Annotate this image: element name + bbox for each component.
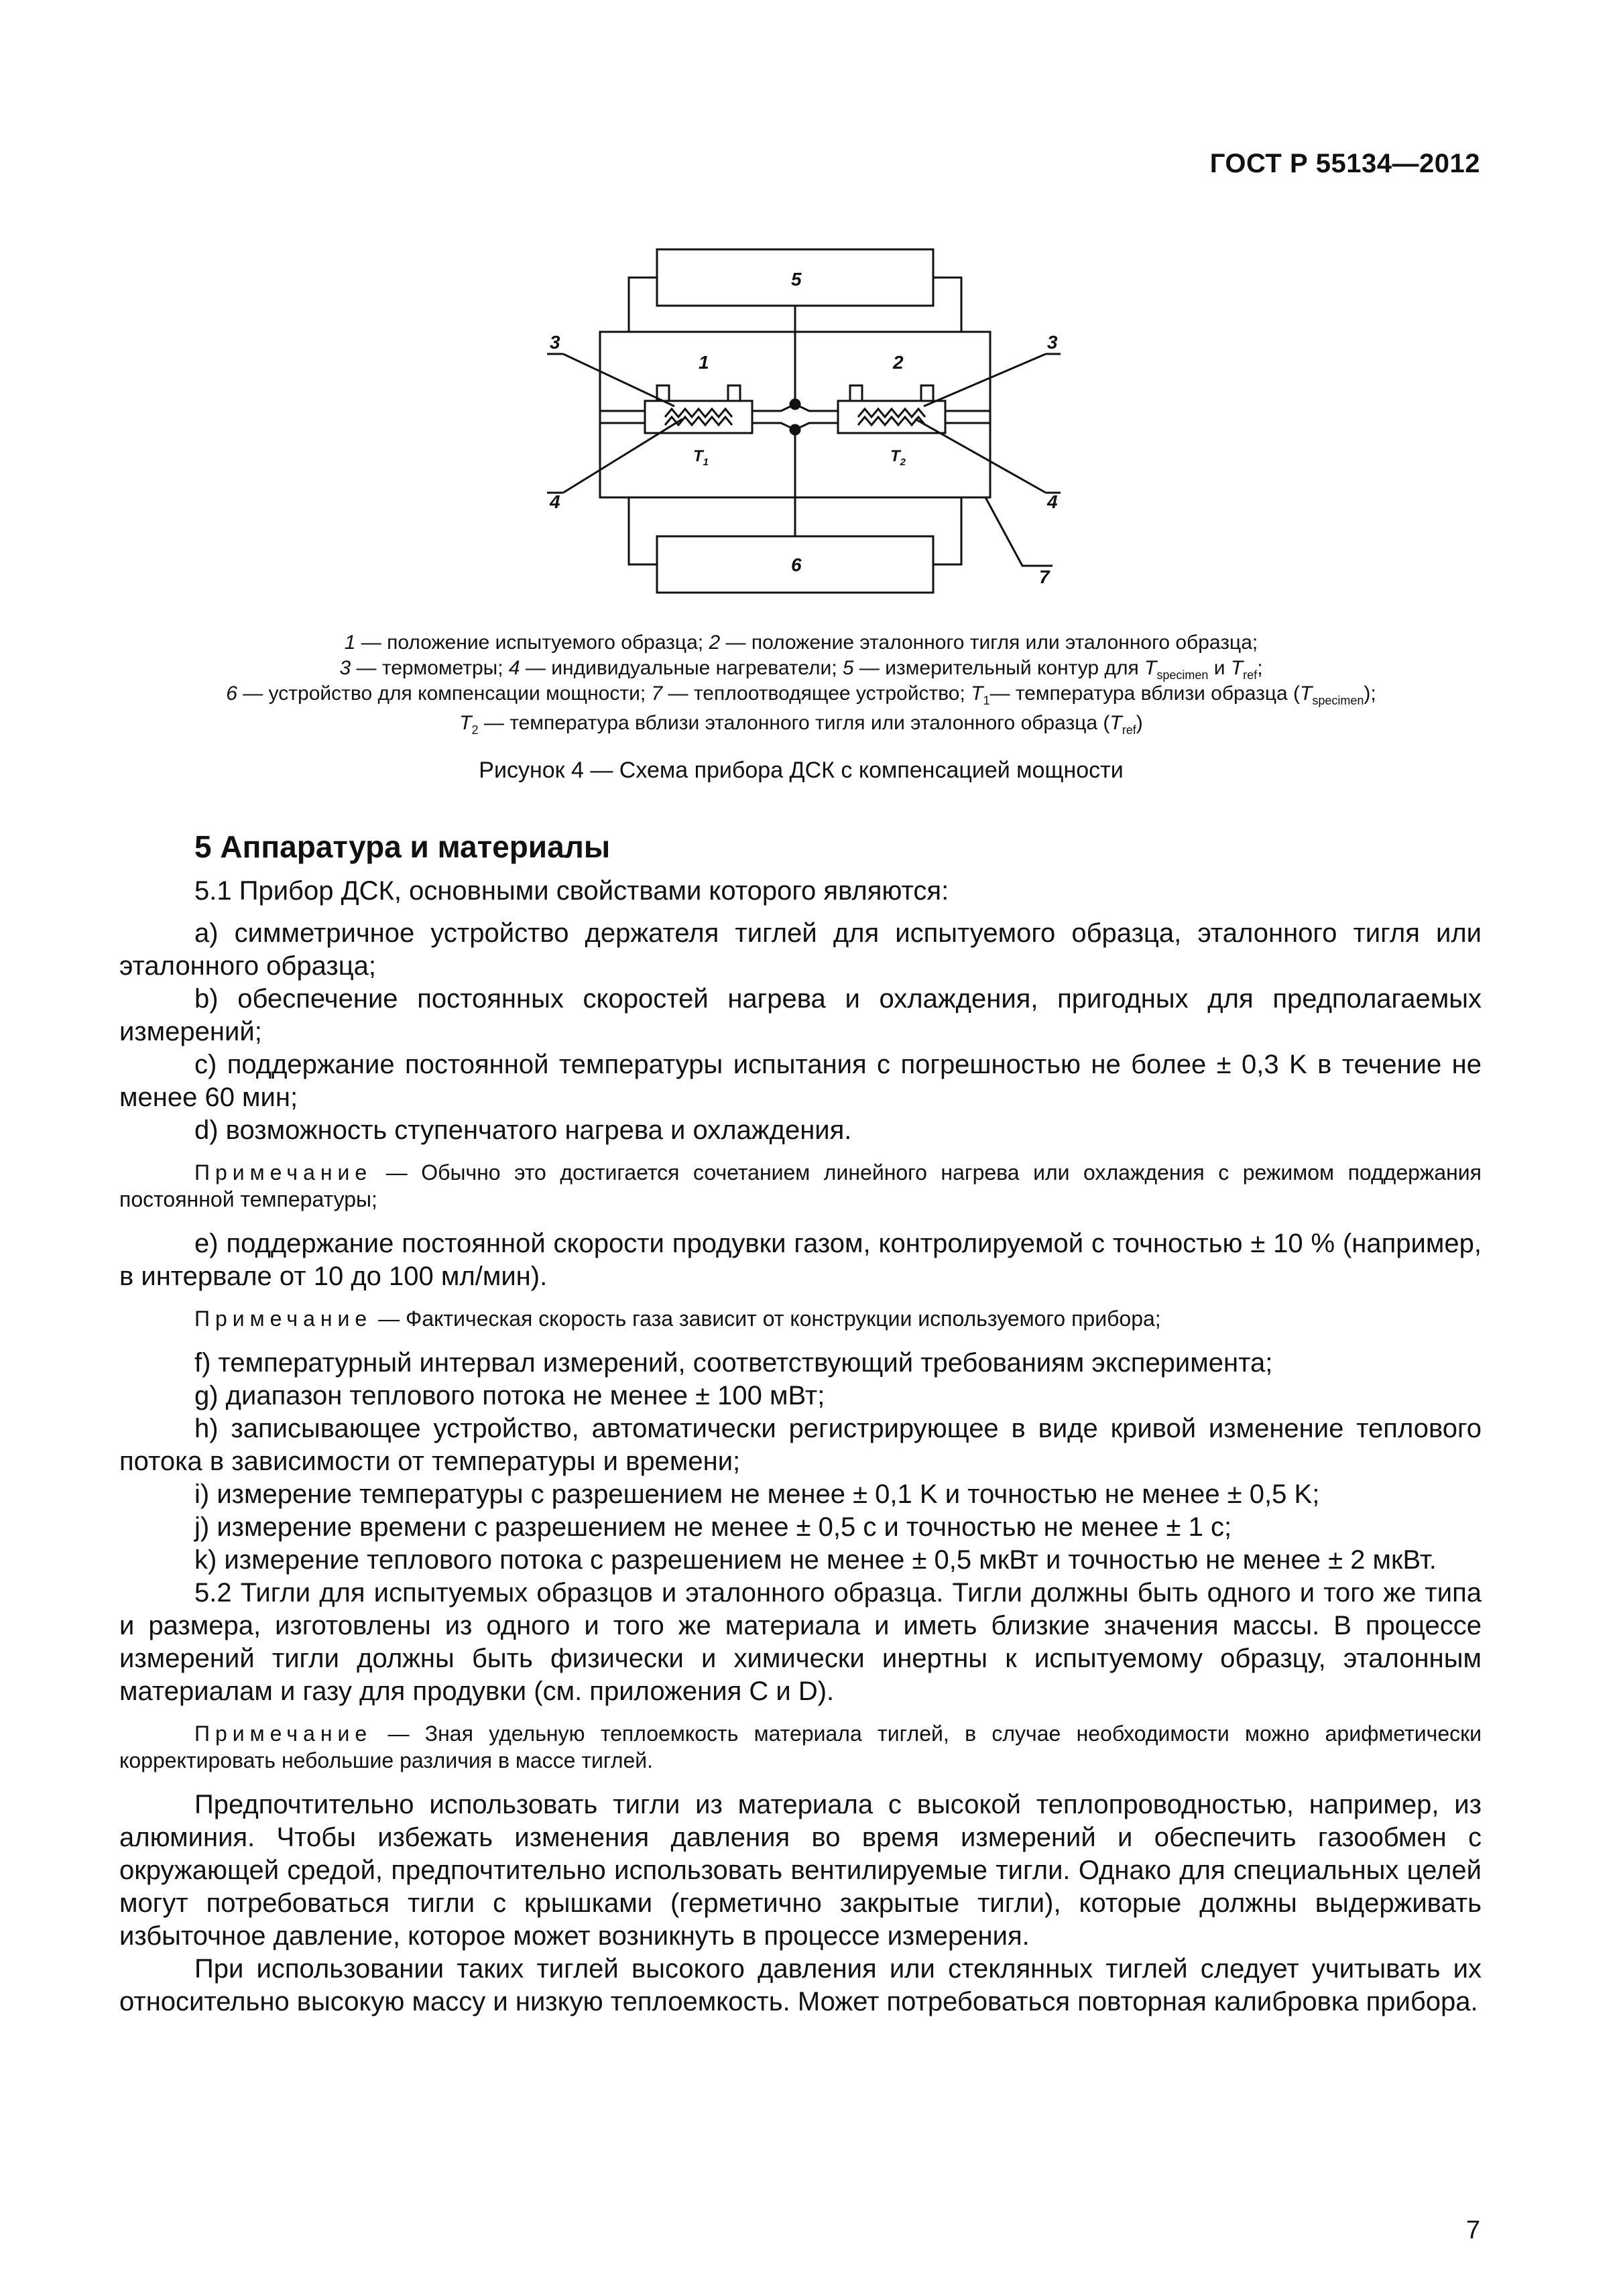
section-body: [119, 875, 1482, 2018]
paragraph-5-2: 5.2 Тигли для испытуемых образцов и эталонного образца. Тигли должны быть одного и того же типа и размера, изготовлены из одного и того же материала и иметь близкие значения массы. В процессе измерений тигли должны быть физически и химически инертны к испытуемому образцу, эталонным материалам и газу для продувки (см. приложения C и D).: [119, 1578, 1482, 1706]
heater-coil-2b: [858, 417, 925, 425]
legend-item-number: 5: [842, 657, 854, 679]
note-text: — Фактическая скорость газа зависит от конструкции используемого прибора;: [372, 1307, 1161, 1331]
legend-text: ): [1136, 712, 1143, 734]
symbol-t: T: [1109, 712, 1122, 734]
crucible-holder-1: [645, 385, 752, 433]
note-label: Примечание: [194, 1721, 373, 1746]
legend-text: ;: [1257, 657, 1263, 679]
list-item-a: a) симметричное устройство держателя тиглей для испытуемого образца, эталонного тигля или эталонного образца;: [119, 918, 1482, 981]
label-t2: $T_2$: [890, 447, 906, 468]
legend-text: и: [1208, 657, 1231, 679]
list-item-d: d) возможность ступенчатого нагрева и охлаждения.: [194, 1115, 852, 1145]
wire-left-top: [629, 278, 657, 332]
label-5: 5: [791, 269, 802, 290]
paragraph-preferred-crucibles: Предпочтительно использовать тигли из материала с высокой теплопроводностью, например, из алюминия. Чтобы избежать изменения давления во время измерений и обеспечить газообмен с окружающей средой, предпочтительно использовать вентилируемые тигли. Однако для специальных целей могут потребоваться тигли с крышками (герметично закрытые тигли), которые должны выдерживать избыточное давление, которое может возникнуть в процессе измерения.: [119, 1790, 1482, 1951]
figure-legend: [121, 630, 1482, 736]
document-header: ГОСТ Р 55134—2012: [1209, 149, 1480, 178]
legend-item-number: 3: [339, 657, 351, 679]
legend-text: — устройство для компенсации мощности;: [237, 682, 652, 705]
leader-4-right: [915, 419, 1046, 493]
list-item-b: b) обеспечение постоянных скоростей нагрева и охлаждения, пригодных для предполагаемых измерений;: [119, 984, 1482, 1046]
figure-caption: Рисунок 4 — Схема прибора ДСК с компенсацией мощности: [479, 758, 1124, 783]
legend-line-1: [121, 630, 1482, 656]
list-item-h: h) записывающее устройство, автоматически регистрирующее в виде кривой изменение теплового потока в зависимости от температуры и времени;: [119, 1414, 1482, 1476]
symbol-t: T: [1300, 682, 1313, 705]
legend-text: — индивидуальные нагреватели;: [520, 657, 843, 679]
list-item-k: k) измерение теплового потока с разрешением не менее ± 0,5 мкВт и точностью не менее ± 2 мкВт.: [194, 1545, 1437, 1575]
symbol-t: T: [971, 682, 983, 705]
legend-text: — термометры;: [351, 657, 509, 679]
legend-text: — температура вблизи образца (: [989, 682, 1301, 705]
leader-7: [985, 497, 1053, 566]
paragraph-5-1: 5.1 Прибор ДСК, основными свойствами которого являются:: [194, 876, 949, 906]
legend-item-number: 1: [344, 631, 356, 654]
wire-right-bottom: [933, 497, 961, 564]
page-number: 7: [1465, 2216, 1480, 2244]
label-4-left: 4: [550, 491, 560, 512]
list-item-g: g) диапазон теплового потока не менее ± 100 мВт;: [194, 1381, 825, 1410]
dsc-schematic-figure: [523, 241, 1099, 617]
symbol-subscript: 2: [471, 723, 479, 737]
note-1: [119, 1159, 1482, 1213]
note-3: [119, 1720, 1482, 1774]
wire-right-top: [933, 278, 961, 332]
dsc-schematic-diagram: [523, 241, 1099, 617]
legend-item-number: 7: [651, 682, 663, 705]
symbol-t: T: [1230, 657, 1244, 679]
legend-item-number: 2: [709, 631, 721, 654]
label-1: 1: [699, 352, 709, 373]
label-t1: $T_1$: [693, 447, 709, 468]
list-item-f: f) температурный интервал измерений, соответствующий требованиям эксперимента;: [194, 1348, 1273, 1378]
label-2: 2: [893, 352, 904, 373]
leader-4-left: [563, 419, 682, 493]
leader-3-right: [924, 354, 1046, 406]
symbol-t: T: [459, 712, 472, 734]
wire-left-bottom: [629, 497, 657, 564]
legend-text: — температура вблизи эталонного тигля или эталонного образца (: [478, 712, 1110, 734]
note-label: Примечание: [194, 1160, 373, 1185]
list-item-i: i) измерение температуры с разрешением не менее ± 0,1 K и точностью не менее ± 0,5 K;: [194, 1479, 1320, 1509]
legend-text: — положение эталонного тигля или эталонного образца;: [720, 631, 1258, 654]
note-2: [119, 1305, 1482, 1332]
legend-text: — измерительный контур для: [853, 657, 1145, 679]
symbol-subscript: 1: [983, 694, 990, 707]
list-item-c: c) поддержание постоянной температуры испытания с погрешностью не более ± 0,3 K в течение не менее 60 мин;: [119, 1050, 1482, 1112]
label-3-left: 3: [550, 332, 560, 353]
label-6: 6: [791, 554, 802, 575]
legend-line-2: [121, 656, 1482, 681]
symbol-subscript: specimen: [1156, 668, 1209, 682]
note-text: — Зная удельную теплоемкость материала тиглей, в случае необходимости можно арифметически корректировать небольшие различия в массе тиглей.: [119, 1721, 1482, 1772]
note-label: Примечание: [194, 1307, 373, 1331]
legend-line-4: [121, 711, 1482, 736]
symbol-t: T: [1144, 657, 1157, 679]
legend-item-number: 6: [226, 682, 237, 705]
label-7: 7: [1039, 566, 1050, 587]
list-item-e: e) поддержание постоянной скорости продувки газом, контролируемой с точностью ± 10 % (например, в интервале от 10 до 100 мл/мин).: [119, 1229, 1482, 1291]
list-item-j: j) измерение времени с разрешением не менее ± 0,5 с и точностью не менее ± 1 с;: [194, 1512, 1232, 1542]
section-heading: 5 Аппаратура и материалы: [194, 829, 611, 864]
paragraph-high-pressure-crucibles: При использовании таких тиглей высокого давления или стеклянных тиглей следует учитывать их относительно высокую массу и низкую теплоемкость. Может потребоваться повторная калибровка прибора.: [119, 1954, 1482, 2016]
legend-item-number: 4: [508, 657, 520, 679]
label-3-right: 3: [1047, 332, 1058, 353]
note-text: — Обычно это достигается сочетанием линейного нагрева или охлаждения с режимом поддержания постоянной температуры;: [119, 1160, 1482, 1211]
symbol-subscript: ref: [1122, 723, 1136, 737]
legend-text: );: [1364, 682, 1376, 705]
legend-line-3: [121, 681, 1482, 707]
legend-text: — положение испытуемого образца;: [355, 631, 709, 654]
legend-text: — теплоотводящее устройство;: [662, 682, 971, 705]
leader-3-left: [563, 354, 674, 406]
label-4-right: 4: [1047, 491, 1058, 512]
symbol-subscript: ref: [1243, 668, 1258, 682]
symbol-subscript: specimen: [1312, 694, 1364, 707]
